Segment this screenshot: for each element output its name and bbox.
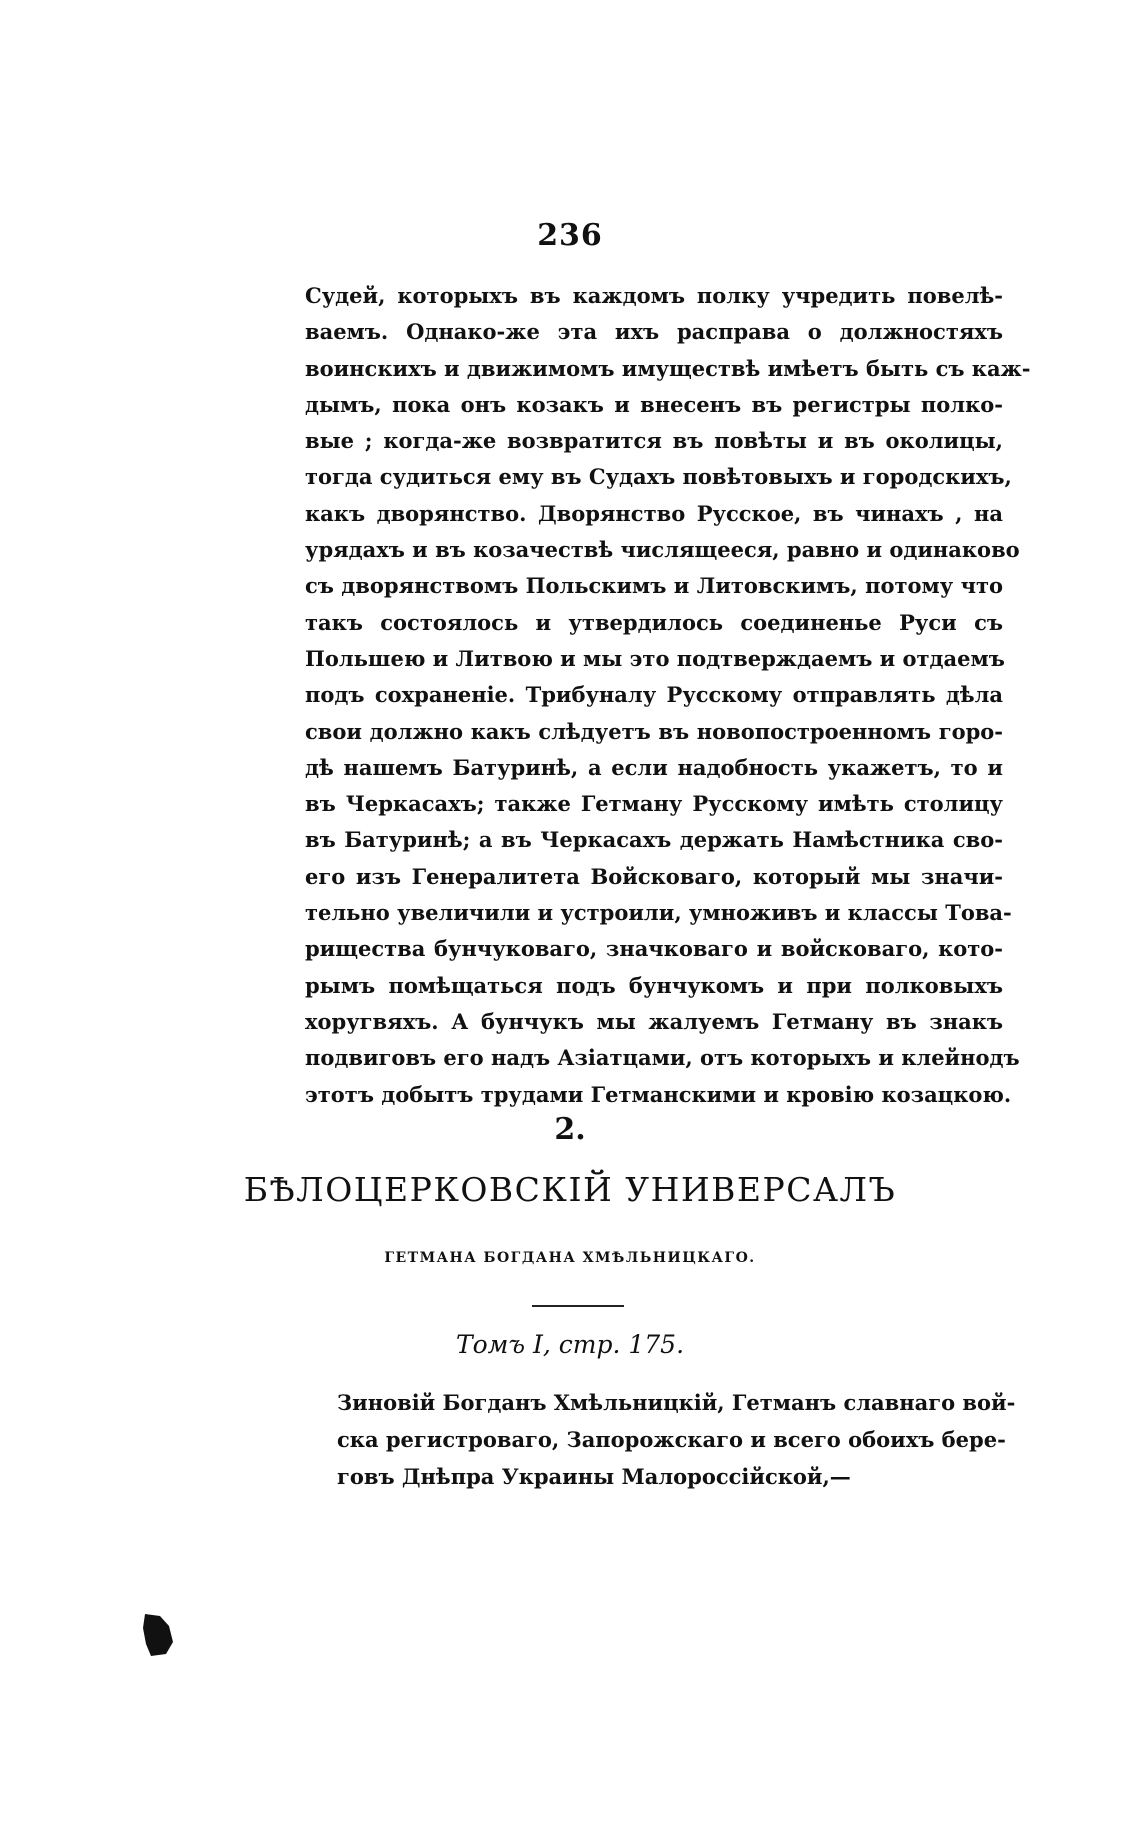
divider-rule bbox=[532, 1305, 624, 1307]
text-line: тельно увеличили и устроили, умноживъ и классы Това- bbox=[305, 900, 1012, 926]
text-line: Польшею и Литвою и мы это подтверждаемъ и отдаемъ bbox=[305, 645, 1005, 671]
text-line: дѣ нашемъ Батуринѣ, а если надобность укажетъ, то и bbox=[305, 754, 1003, 780]
section-subtitle: ГЕТМАНА БОГДАНА ХМѢЛЬНИЦКАГО. bbox=[384, 1250, 756, 1266]
text-line: въ Батуринѣ; а въ Черкасахъ держать Намѣстника сво- bbox=[305, 827, 1003, 853]
text-line: хоругвяхъ. А бунчукъ мы жалуемъ Гетману въ знакъ bbox=[305, 1008, 1003, 1034]
section-number: 2. bbox=[554, 1112, 586, 1147]
body-text bbox=[305, 278, 1031, 1113]
text-line: въ Черкасахъ; также Гетману Русскому имѣть столицу bbox=[305, 791, 1003, 817]
text-line: дымъ, пока онъ козакъ и внесенъ въ регистры полко- bbox=[305, 391, 1003, 417]
text-line: Зиновій Богданъ Хмѣльницкій, Гетманъ славнаго вой- bbox=[337, 1390, 1016, 1415]
text-line: этотъ добытъ трудами Гетманскими и кровію козацкою. bbox=[305, 1081, 1012, 1107]
text-line: тогда судиться ему въ Судахъ повѣтовыхъ и городскихъ, bbox=[305, 464, 1012, 490]
text-line: урядахъ и въ козачествѣ числящееся, равно и одинаково bbox=[305, 537, 1020, 563]
text-line: говъ Днѣпра Украины Малороссійской,— bbox=[337, 1464, 851, 1489]
text-line: вые ; когда-же возвратится въ повѣты и въ околицы, bbox=[305, 428, 1003, 454]
section-text bbox=[337, 1384, 1016, 1495]
source-reference: Томъ I, стр. 175. bbox=[455, 1330, 685, 1359]
text-line: рищества бунчуковаго, значковаго и войсковаго, кото- bbox=[305, 936, 1003, 962]
text-line: его изъ Генералитета Войсковаго, который мы значи- bbox=[305, 863, 1003, 889]
text-line: свои должно какъ слѣдуетъ въ новопостроенномъ горо- bbox=[305, 718, 1003, 744]
text-line: подъ сохраненіе. Трибуналу Русскому отправлять дѣла bbox=[305, 682, 1003, 708]
text-line: воинскихъ и движимомъ имуществѣ имѣетъ быть съ каж- bbox=[305, 355, 1031, 381]
text-line: Судей, которыхъ въ каждомъ полку учредить повелѣ- bbox=[305, 283, 1003, 308]
text-line: рымъ помѣщаться подъ бунчукомъ и при полковыхъ bbox=[305, 972, 1003, 998]
ink-blot-icon bbox=[142, 1612, 176, 1658]
text-line: съ дворянствомъ Польскимъ и Литовскимъ, потому что bbox=[305, 573, 1003, 599]
text-line: ваемъ. Однако-же эта ихъ расправа о должностяхъ bbox=[305, 319, 1003, 345]
text-line: какъ дворянство. Дворянство Русское, въ чинахъ , на bbox=[305, 500, 1003, 526]
section-title: БѢЛОЦЕРКОВСКІЙ УНИВЕРСАЛЪ bbox=[243, 1170, 897, 1209]
text-line: ска регистроваго, Запорожскаго и всего обоихъ бере- bbox=[337, 1427, 1006, 1452]
page-number: 236 bbox=[537, 218, 603, 253]
text-line: подвиговъ его надъ Азіатцами, отъ которыхъ и клейнодъ bbox=[305, 1045, 1020, 1071]
text-line: такъ состоялось и утвердилось соединенье Руси съ bbox=[305, 609, 1003, 635]
